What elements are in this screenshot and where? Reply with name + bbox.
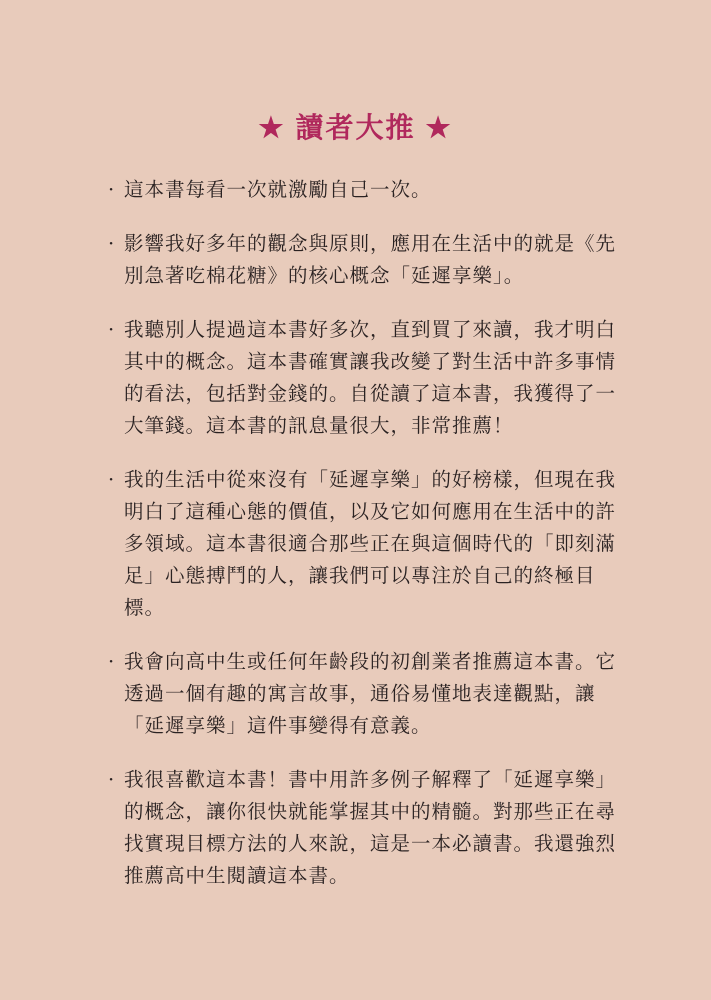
review-line: 的看法，包括對金錢的。自從讀了這本書，我獲得了一: [124, 382, 617, 405]
review-line: 我會向高中生或任何年齡段的初創業者推薦這本書。它: [124, 650, 617, 673]
review-line: 我的生活中從來沒有「延遲享樂」的好榜樣，但現在我: [124, 468, 617, 491]
review-line: 多領域。這本書很適合那些正在與這個時代的「即刻滿: [124, 532, 617, 555]
review-line: 透過一個有趣的寓言故事，通俗易懂地表達觀點，讓: [124, 682, 596, 705]
star-icon-right: ★: [425, 111, 453, 144]
review-line: 明白了這種心態的價值，以及它如何應用在生活中的許: [124, 500, 617, 523]
review-item: [108, 174, 618, 206]
bullet-icon: ·: [108, 318, 116, 341]
review-line: 推薦高中生閱讀這本書。: [124, 864, 350, 887]
bullet-icon: ·: [108, 468, 116, 491]
bullet-icon: ·: [108, 768, 116, 791]
review-line: 大筆錢。這本書的訊息量很大，非常推薦！: [124, 414, 514, 437]
star-icon-left: ★: [258, 111, 286, 144]
review-line: 這本書每看一次就激勵自己一次。: [124, 178, 432, 201]
review-item: [108, 314, 618, 442]
page-title-text: 讀者大推: [295, 111, 416, 144]
bullet-icon: ·: [108, 232, 116, 255]
review-line: 我很喜歡這本書！書中用許多例子解釋了「延遲享樂」: [124, 768, 617, 791]
review-line: 標。: [124, 596, 166, 619]
review-line: 別急著吃棉花糖》的核心概念「延遲享樂」。: [124, 264, 525, 287]
review-line: 足」心態搏鬥的人，讓我們可以專注於自己的終極目: [124, 564, 596, 587]
review-item: [108, 228, 618, 292]
page-title: [0, 106, 711, 150]
review-line: 「延遲享樂」這件事變得有意義。: [124, 714, 432, 737]
review-line: 的概念，讓你很快就能掌握其中的精髓。對那些正在尋: [124, 800, 617, 823]
review-item: [108, 764, 618, 892]
review-line: 影響我好多年的觀念與原則，應用在生活中的就是《先: [124, 232, 617, 255]
review-item: [108, 646, 618, 742]
bullet-icon: ·: [108, 178, 116, 201]
review-item: [108, 464, 618, 624]
review-line: 我聽別人提過這本書好多次，直到買了來讀，我才明白: [124, 318, 617, 341]
review-line: 其中的概念。這本書確實讓我改變了對生活中許多事情: [124, 350, 617, 373]
review-list: [108, 174, 618, 914]
review-line: 找實現目標方法的人來說，這是一本必讀書。我還強烈: [124, 832, 617, 855]
bullet-icon: ·: [108, 650, 116, 673]
